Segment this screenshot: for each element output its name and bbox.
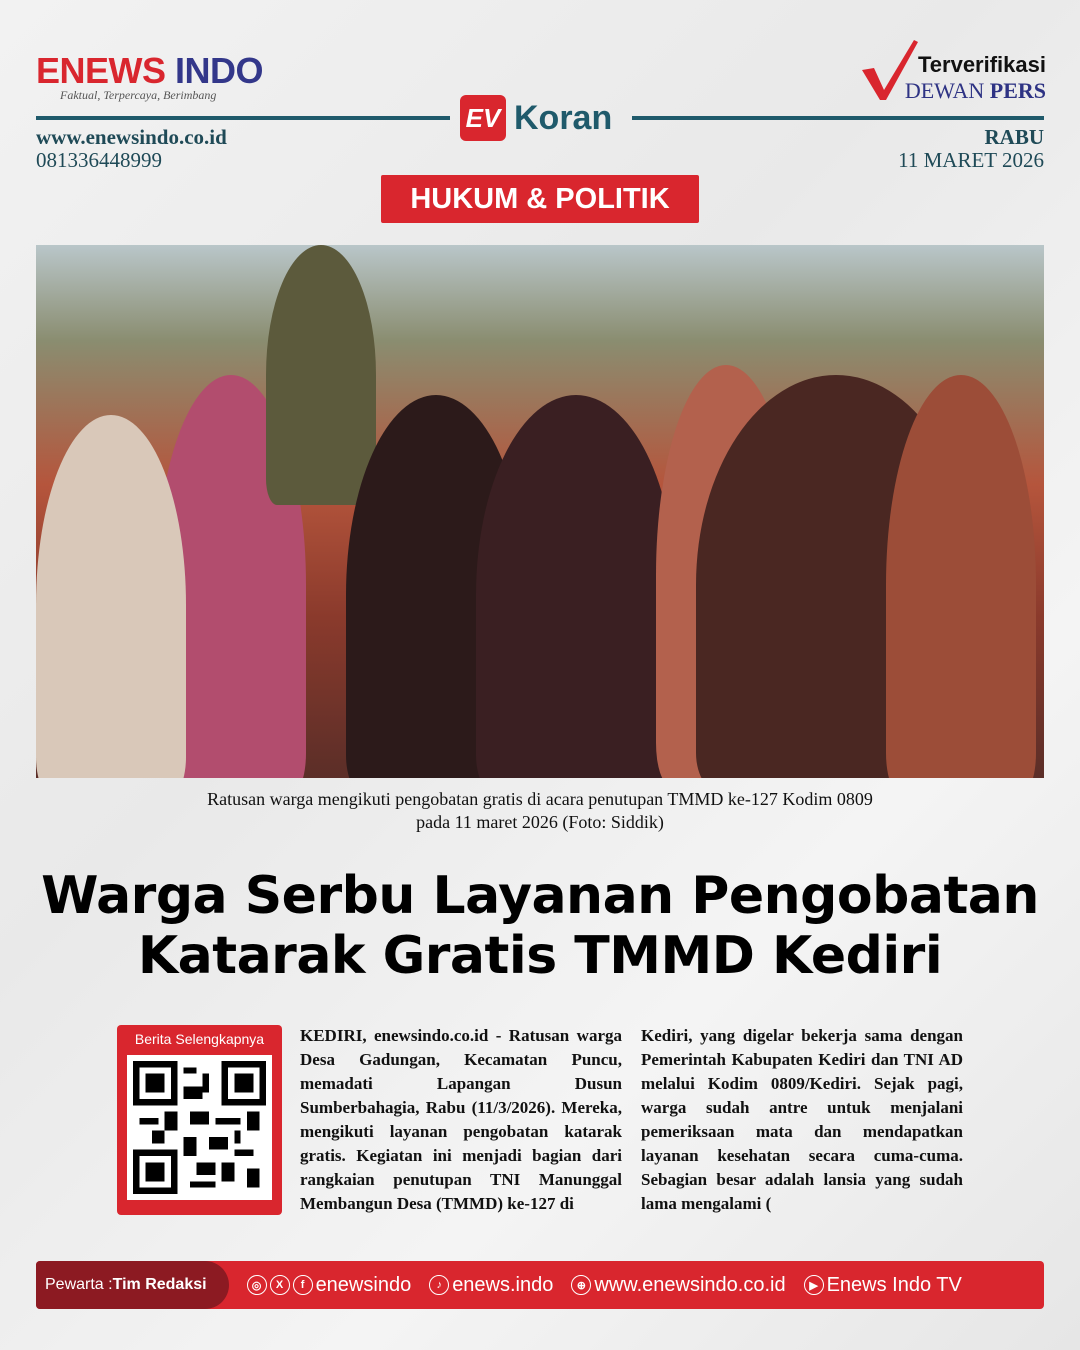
globe-icon: ⊕ xyxy=(571,1275,591,1295)
phone-text: 081336448999 xyxy=(36,148,162,172)
verified-text: Terverifikasi xyxy=(917,52,1046,77)
social-group[interactable] xyxy=(247,1274,412,1297)
divider-left xyxy=(36,116,450,120)
headline xyxy=(20,866,1060,986)
youtube-link[interactable] xyxy=(804,1274,962,1297)
tiktok-icon: ♪ xyxy=(429,1275,449,1295)
qr-code-card[interactable] xyxy=(117,1025,282,1215)
news-photo xyxy=(36,245,1044,778)
divider-right xyxy=(632,116,1044,120)
enews-indo-logo xyxy=(36,50,263,92)
date-text: 11 MARET 2026 xyxy=(898,148,1044,172)
day-text: RABU xyxy=(984,125,1044,149)
headline-line: Katarak Gratis TMMD Kediri xyxy=(137,926,943,986)
qr-code-icon[interactable] xyxy=(127,1055,272,1200)
website-link[interactable] xyxy=(571,1274,785,1297)
tagline: Faktual, Terpercaya, Berimbang xyxy=(60,88,217,102)
logo-blue-text: INDO xyxy=(165,50,264,91)
logo-red-text: ENEWS xyxy=(36,50,166,91)
koran-logo xyxy=(460,95,612,141)
article-column-1: KEDIRI, enewsindo.co.id - Ratusan warga Desa Gadungan, Kecamatan Puncu, memadati Lapangan Dusun Sumberbahagia, Rabu (11/3/2026). Mereka, mengikuti layanan pengobatan katarak gratis. Kegiatan ini menjadi bagian dari rangkaian penutupan TNI Manunggal Membangun Desa (TMMD) ke-127 di xyxy=(300,1026,622,1213)
youtube-channel[interactable]: Enews Indo TV xyxy=(826,1273,962,1296)
dewan-text: DEWAN xyxy=(904,78,985,103)
tiktok-handle[interactable]: enews.indo xyxy=(452,1273,554,1296)
pers-text: PERS xyxy=(989,78,1046,103)
instagram-icon[interactable]: ◎ xyxy=(247,1275,267,1295)
reporter-label xyxy=(36,1261,229,1309)
verified-badge xyxy=(905,52,1046,104)
reporter-prefix: Pewarta : xyxy=(45,1276,113,1293)
article-column-2: Kediri, yang digelar bekerja sama dengan Pemerintah Kabupaten Kediri dan TNI AD melalui Kodim 0809/Kediri. Sejak pagi, warga sudah antre untuk menjalani pemeriksaan mata dan mendapatkan layanan kesehatan secara cuma-cuma. Sebagian besar adalah lansia yang sudah lama mengalami ( xyxy=(641,1026,963,1213)
social-handle[interactable]: enewsindo xyxy=(315,1273,412,1296)
edition-label: Koran xyxy=(514,98,613,137)
category-badge: HUKUM & POLITIK xyxy=(381,175,699,223)
qr-label: Berita Selengkapnya xyxy=(134,1031,265,1047)
footer-website[interactable]: www.enewsindo.co.id xyxy=(594,1273,786,1296)
tiktok-link[interactable] xyxy=(429,1274,553,1297)
x-icon[interactable]: X xyxy=(270,1275,290,1295)
caption-line: Ratusan warga mengikuti pengobatan gratis di acara penutupan TMMD ke-127 Kodim 0809 xyxy=(207,789,873,809)
photo-caption xyxy=(60,788,1020,834)
facebook-icon[interactable]: f xyxy=(293,1275,313,1295)
footer-bar xyxy=(36,1261,1044,1309)
reporter-name: Tim Redaksi xyxy=(112,1276,207,1293)
website-text: www.enewsindo.co.id xyxy=(36,125,227,149)
youtube-icon: ▶ xyxy=(804,1275,824,1295)
ev-logo-icon: EV xyxy=(460,95,506,141)
headline-line: Warga Serbu Layanan Pengobatan xyxy=(41,866,1039,926)
caption-line: pada 11 maret 2026 (Foto: Siddik) xyxy=(416,812,664,832)
